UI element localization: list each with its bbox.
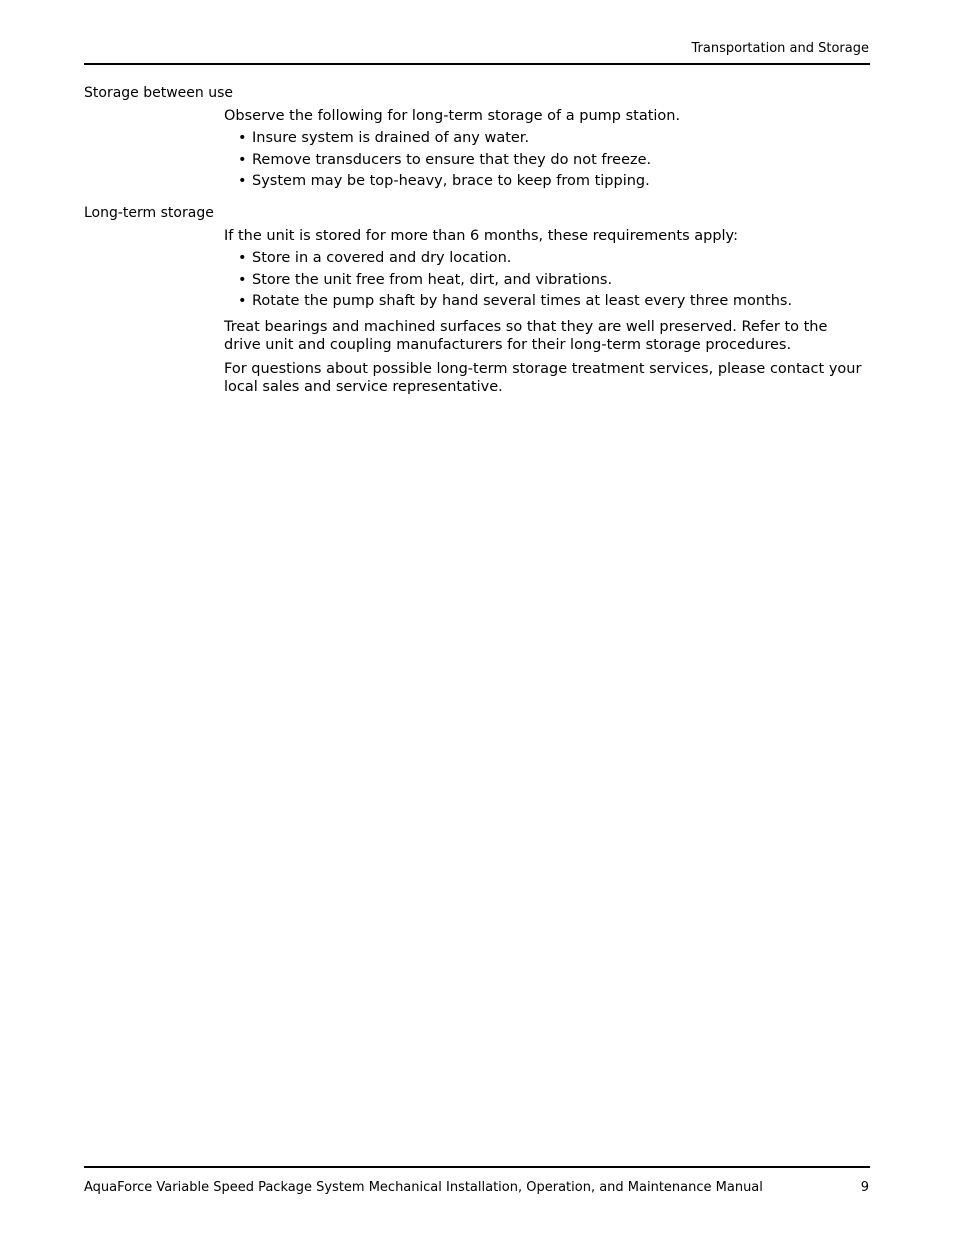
section-heading-storage-between-use: Storage between use: [84, 85, 233, 101]
bullet-icon: •: [238, 173, 247, 189]
bullet-icon: •: [238, 271, 247, 288]
header-rule: [84, 63, 870, 65]
list-item: [224, 128, 864, 150]
list-item: [224, 150, 864, 172]
bullet-icon: •: [238, 293, 247, 309]
footer-rule: [84, 1166, 870, 1168]
section-heading-long-term-storage: Long-term storage: [84, 205, 214, 221]
header-section-title: Transportation and Storage: [691, 41, 869, 56]
list-item: [224, 248, 864, 270]
bullet-icon: •: [238, 130, 247, 146]
bullet-list: [224, 248, 864, 313]
bullet-icon: •: [238, 250, 247, 266]
paragraph-preservation: Treat bearings and machined surfaces so that they are well preserved. Refer to the drive unit and coupling manufacturers for their long-term storage procedures.: [224, 318, 828, 353]
list-item: [224, 270, 864, 292]
list-item-text: Remove transducers to ensure that they do not freeze.: [252, 151, 652, 168]
list-item-text: Store the unit free from heat, dirt, and vibrations.: [252, 271, 613, 288]
page-number: 9: [860, 1180, 869, 1195]
list-item-text: Rotate the pump shaft by hand several times at least every three months.: [252, 293, 793, 309]
paragraph-contact: For questions about possible long-term storage treatment services, please contact your local sales and service representative.: [224, 360, 862, 395]
section-intro: Observe the following for long-term storage of a pump station.: [224, 108, 681, 124]
bullet-list: [224, 128, 864, 193]
section-body-storage-between-use: [224, 107, 864, 193]
section-intro: If the unit is stored for more than 6 months, these requirements apply:: [224, 228, 738, 244]
list-item-text: Insure system is drained of any water.: [252, 130, 530, 146]
list-item: [224, 291, 864, 313]
footer-manual-title: AquaForce Variable Speed Package System Mechanical Installation, Operation, and Maintenance Manual: [84, 1180, 763, 1195]
bullet-icon: •: [238, 151, 247, 168]
list-item: [224, 171, 864, 193]
list-item-text: System may be top-heavy, brace to keep from tipping.: [252, 173, 650, 189]
list-item-text: Store in a covered and dry location.: [252, 250, 512, 266]
section-body-long-term-storage: [224, 227, 864, 396]
